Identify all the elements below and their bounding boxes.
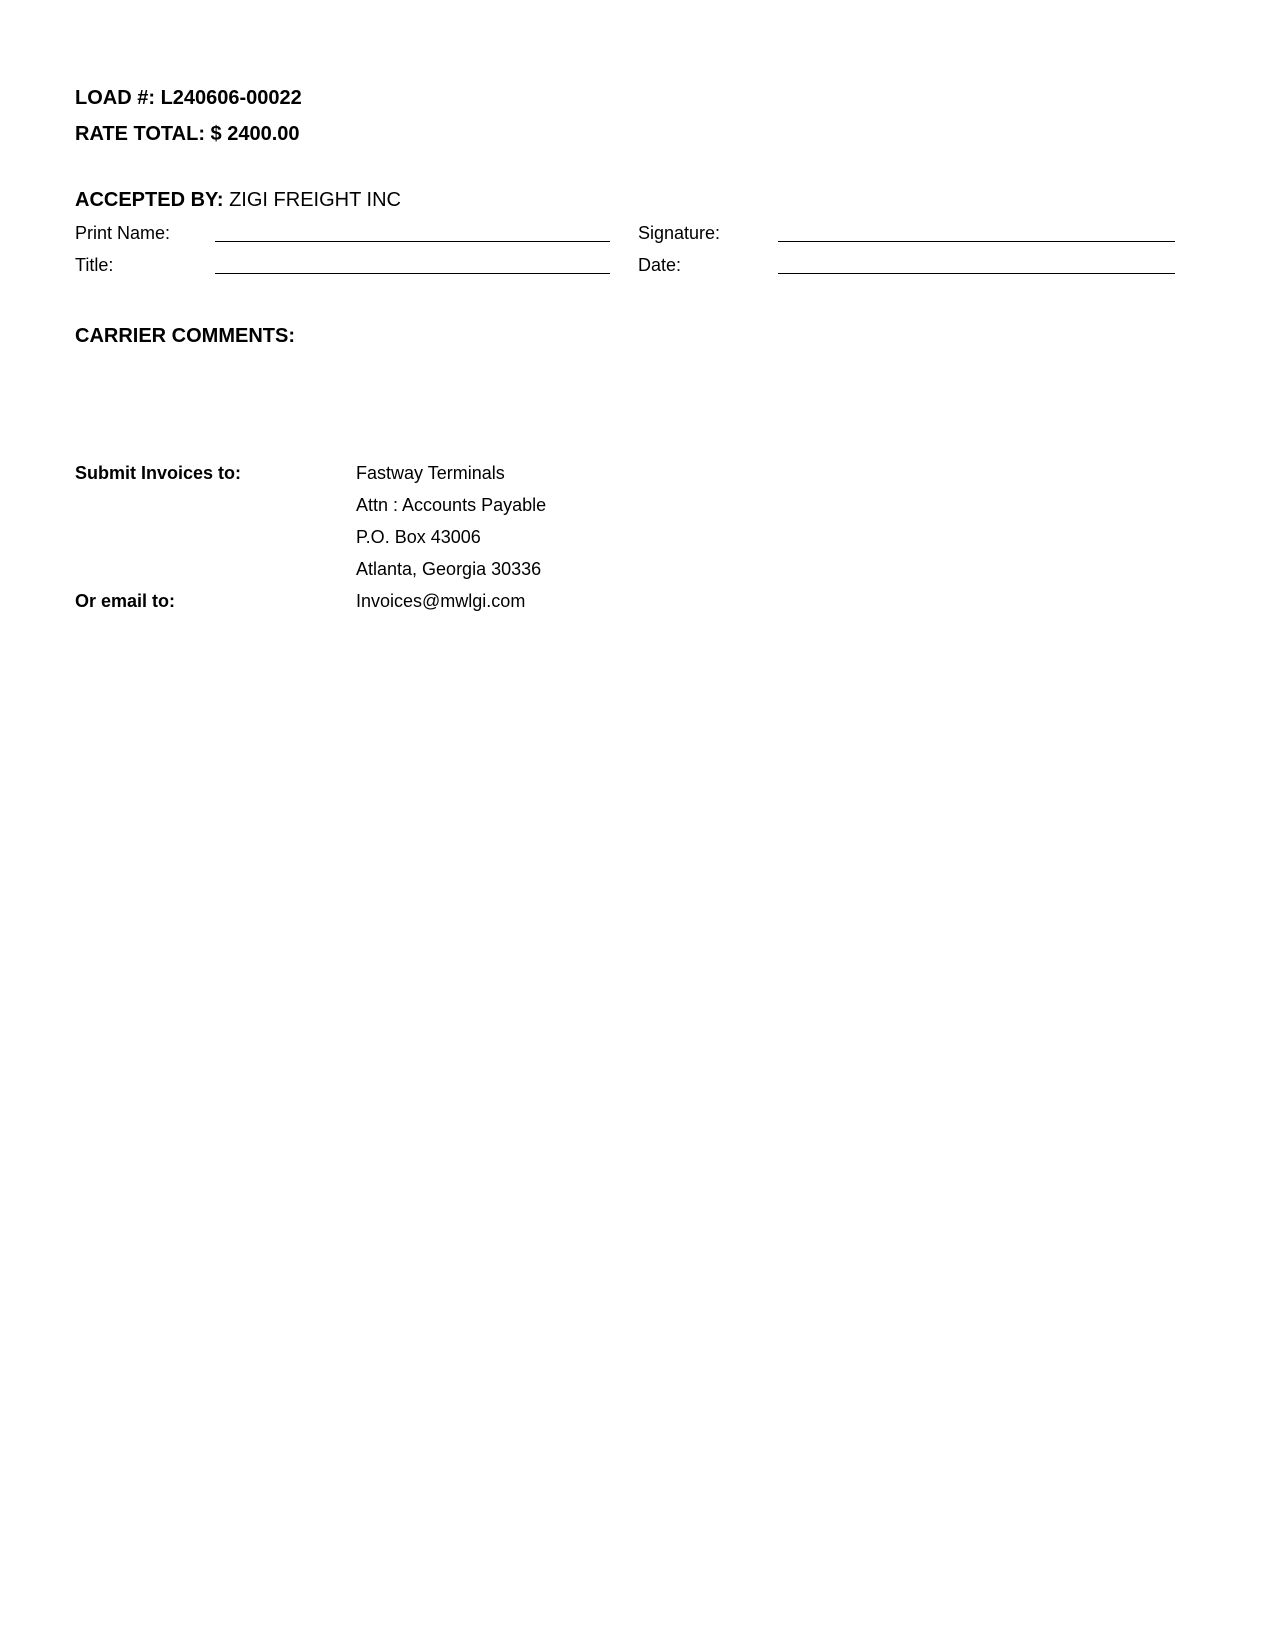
- rate-total-value: $ 2400.00: [210, 123, 300, 145]
- rate-total-label: RATE TOTAL:: [75, 123, 205, 145]
- date-label: Date:: [638, 255, 682, 275]
- date-line[interactable]: [778, 273, 1175, 274]
- load-number-label: LOAD #:: [75, 87, 155, 109]
- rate-total: [75, 122, 300, 146]
- print-name-line[interactable]: [215, 241, 610, 242]
- email-label: Or email to:: [75, 591, 176, 611]
- signature-line[interactable]: [778, 241, 1175, 242]
- signature-label: Signature:: [638, 223, 721, 243]
- invoice-email[interactable]: Invoices@mwlgi.com: [356, 591, 526, 611]
- print-name-label: Print Name:: [75, 223, 171, 243]
- submit-invoices-label: Submit Invoices to:: [75, 463, 242, 483]
- address-line-city: Atlanta, Georgia 30336: [356, 559, 542, 579]
- title-line[interactable]: [215, 273, 610, 274]
- accepted-by-label: ACCEPTED BY:: [75, 189, 224, 211]
- accepted-by-value: ZIGI FREIGHT INC: [229, 189, 401, 211]
- address-line-company: Fastway Terminals: [356, 463, 505, 483]
- carrier-comments-title: CARRIER COMMENTS:: [75, 325, 295, 347]
- title-label: Title:: [75, 255, 114, 275]
- load-number: [75, 86, 302, 110]
- accepted-by: [75, 188, 401, 212]
- address-line-attn: Attn : Accounts Payable: [356, 495, 547, 515]
- address-line-po-box: P.O. Box 43006: [356, 527, 481, 547]
- load-number-value: L240606-00022: [160, 87, 302, 109]
